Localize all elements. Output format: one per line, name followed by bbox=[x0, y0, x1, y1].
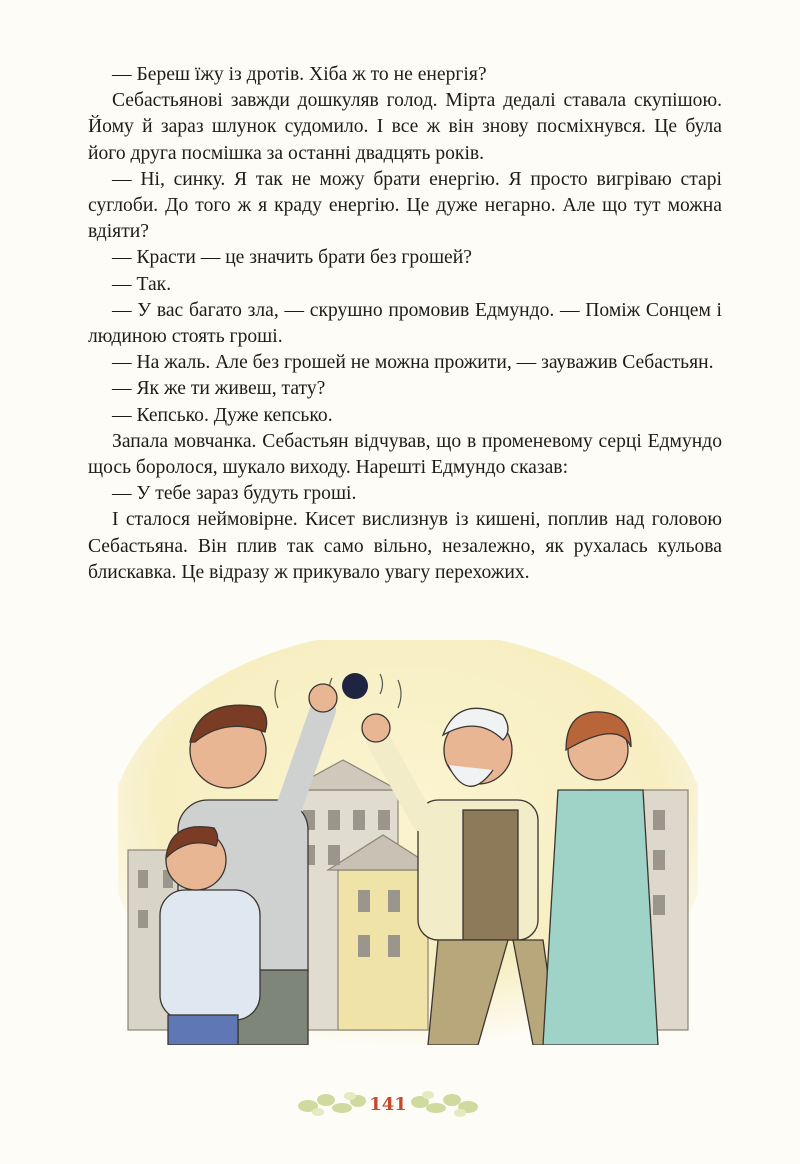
story-text bbox=[88, 62, 722, 586]
paragraph: — Так. bbox=[112, 273, 172, 295]
paragraph: — Ні, синку. Я так не можу брати енергію. Я просто вигріваю старі суглоби. До того ж я краду енергію. Це дуже негарно. Але що тут можна вдіяти? bbox=[88, 168, 722, 243]
paragraph: Запала мовчанка. Себастьян відчував, що в променевому серці Едмундо щось боролося, шукало виходу. Нарешті Едмундо сказав: bbox=[88, 430, 722, 479]
story-illustration bbox=[118, 640, 698, 1045]
paragraph: Себастьянові завжди дошкуляв голод. Мірта дедалі ставала скупішою. Йому й зараз шлунок судомило. І все ж він знову посміхнувся. Це була його друга посмішка за останні двадцять років. bbox=[88, 90, 722, 164]
paragraph: І сталося неймовірне. Кисет вислизнув із кишені, поплив над головою Себастьяна. Він плив так само вільно, незалежно, як рухалась кульова блискавка. Це відразу ж прикувало увагу перехожих. bbox=[88, 509, 722, 583]
paragraph: — Красти — це значить брати без грошей? bbox=[112, 247, 472, 269]
paragraph: — На жаль. Але без грошей не можна прожити, — зауважив Себастьян. bbox=[112, 352, 714, 374]
floating-pouch bbox=[342, 673, 368, 699]
page-footer bbox=[296, 1086, 480, 1122]
paragraph: — У вас багато зла, — скрушно промовив Едмундо. — Поміж Сонцем і людиною стоять гроші. bbox=[88, 299, 722, 348]
page-number: 141 bbox=[369, 1093, 407, 1115]
paragraph: — Як же ти живеш, тату? bbox=[112, 378, 326, 400]
paragraph: — У тебе зараз будуть гроші. bbox=[112, 483, 357, 505]
paragraph: — Кепсько. Дуже кепсько. bbox=[112, 404, 333, 426]
paragraph: — Береш їжу із дротів. Хіба ж то не енергія? bbox=[112, 64, 487, 85]
